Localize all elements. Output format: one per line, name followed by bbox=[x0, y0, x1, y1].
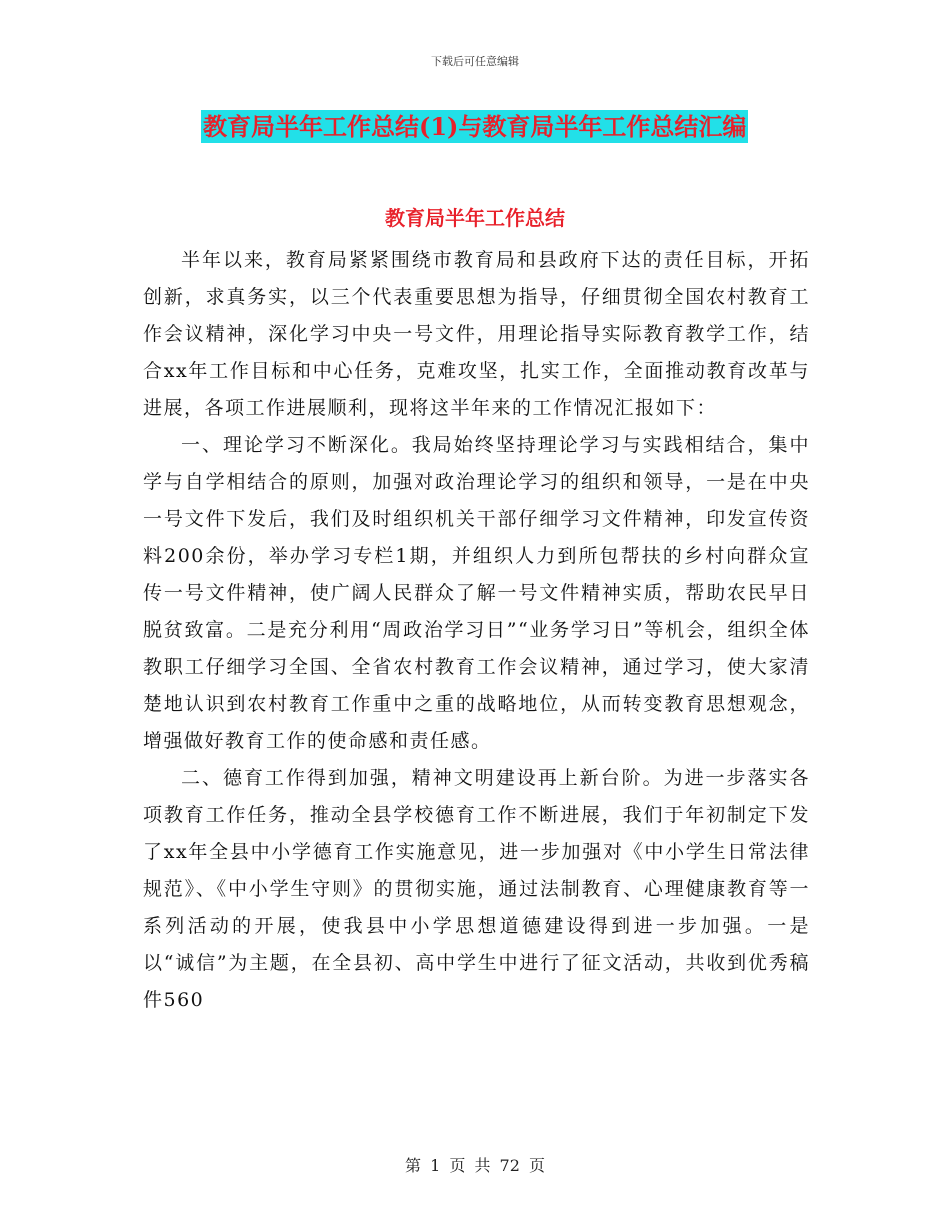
paragraph-intro: 半年以来，教育局紧紧围绕市教育局和县政府下达的责任目标，开拓创新，求真务实，以三个代表重要思想为指导，仔细贯彻全国农村教育工作会议精神，深化学习中央一号文件，用理论指导实际教育教学工作，结合xx年工作目标和中心任务，克难攻坚，扎实工作，全面推动教育改革与进展，各项工作进展顺利，现将这半年来的工作情况汇报如下： bbox=[143, 249, 810, 419]
page-number: 第 1 页 共 72 页 bbox=[405, 1156, 545, 1175]
paragraph-moral-education: 二、德育工作得到加强，精神文明建设再上新台阶。为进一步落实各项教育工作任务，推动全县学校德育工作不断进展，我们于年初制定下发了xx年全县中小学德育工作实施意见，进一步加强对《中小学生日常法律规范》、《中小学生守则》的贯彻实施，通过法制教育、心理健康教育等一系列活动的开展，使我县中小学思想道德建设得到进一步加强。一是以“诚信”为主题，在全县初、高中学生中进行了征文活动，共收到优秀稿件560 bbox=[143, 767, 810, 1011]
paragraph-theory-study: 一、理论学习不断深化。我局始终坚持理论学习与实践相结合，集中学与自学相结合的原则，加强对政治理论学习的组织和领导，一是在中央一号文件下发后，我们及时组织机关干部仔细学习文件精神，印发宣传资料200余份，举办学习专栏1期，并组织人力到所包帮扶的乡村向群众宣传一号文件精神，使广阔人民群众了解一号文件精神实质，帮助农民早日脱贫致富。二是充分利用“周政治学习日”“业务学习日”等机会，组织全体教职工仔细学习全国、全省农村教育工作会议精神，通过学习，使大家清楚地认识到农村教育工作重中之重的战略地位，从而转变教育思想观念，增强做好教育工作的使命感和责任感。 bbox=[143, 434, 810, 752]
document-title: 教育局半年工作总结(1)与教育局半年工作总结汇编 bbox=[203, 112, 747, 141]
header-note: 下载后可任意编辑 bbox=[431, 55, 519, 68]
document-body bbox=[143, 242, 810, 1019]
section-title: 教育局半年工作总结 bbox=[385, 206, 565, 230]
